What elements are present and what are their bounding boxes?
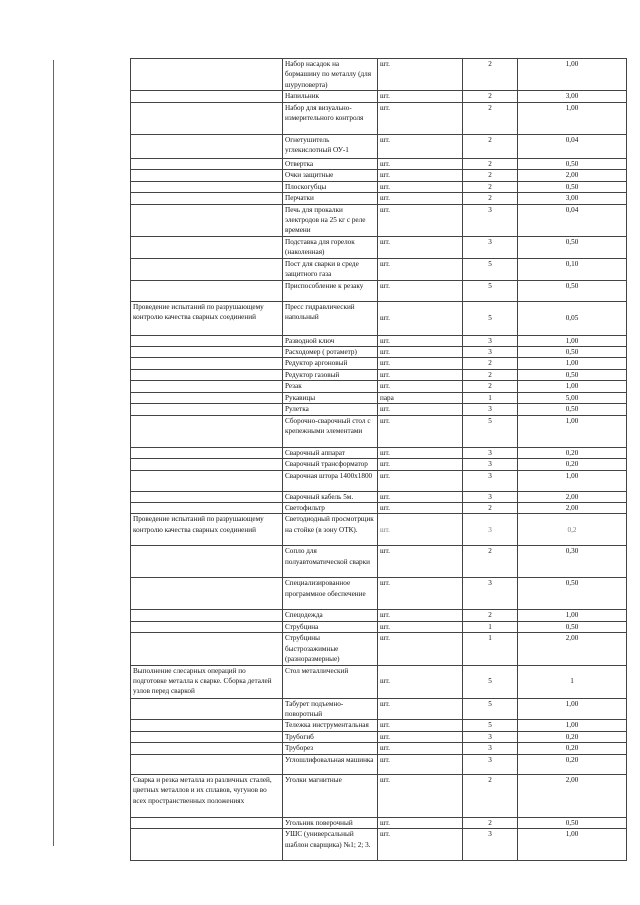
table-row [131,158,627,169]
quantity-cell: 2 [463,369,518,380]
operation-cell [131,698,283,720]
unit-cell: шт. [378,369,463,380]
equipment-name-cell: Табурет подъемно-поворотный [283,698,378,720]
equipment-name-cell: Углошлифовальная машинка [283,754,378,774]
unit-cell: шт. [378,415,463,447]
quantity-cell: 2 [463,546,518,578]
unit-cell: шт. [378,698,463,720]
table-row [131,817,627,828]
equipment-name-cell: Приспособление к резаку [283,280,378,301]
equipment-name-cell: Сварочный трансформатор [283,459,378,470]
operation-cell: Сварка и резка металла из различных сталей, цветных металлов и их сплавов, чугунов во всех пространственных положениях [131,774,283,817]
unit-cell: шт. [378,578,463,610]
operation-cell [131,280,283,301]
table-row [131,170,627,181]
table-row [131,829,627,861]
table-row [131,470,627,491]
equipment-name-cell: Сварочный аппарат [283,447,378,458]
equipment-name-cell: Подставка для горелок (наколенная) [283,236,378,258]
rate-cell: 2,00 [518,170,627,181]
unit-cell: шт. [378,236,463,258]
equipment-name-cell: Труборез [283,743,378,754]
quantity-cell: 3 [463,236,518,258]
table-row [131,404,627,415]
operation-cell [131,236,283,258]
unit-cell: шт. [378,170,463,181]
unit-cell: шт. [378,59,463,91]
equipment-name-cell: Редуктор аргоновый [283,358,378,369]
quantity-cell: 3 [463,335,518,346]
operation-cell [131,491,283,502]
unit-cell: шт. [378,102,463,134]
unit-cell: шт. [378,470,463,491]
quantity-cell: 3 [463,754,518,774]
table-row [131,621,627,632]
rate-cell: 0,30 [518,546,627,578]
equipment-name-cell: Сварочная штора 1400х1800 [283,470,378,491]
table-row [131,514,627,546]
unit-cell: шт. [378,720,463,731]
rate-cell: 3,00 [518,193,627,204]
operation-cell [131,754,283,774]
operation-cell [131,578,283,610]
equipment-name-cell: Набор насадок на бормашину по металлу (для шуруповерта) [283,59,378,91]
rate-cell: 0,04 [518,134,627,158]
quantity-cell: 3 [463,204,518,236]
operation-cell [131,404,283,415]
operation-cell [131,610,283,621]
equipment-name-cell: Сборочно-сварочный стол с крепежными элементами [283,415,378,447]
rate-cell: 5,00 [518,392,627,403]
unit-cell: шт. [378,158,463,169]
unit-cell: шт. [378,301,463,335]
operation-cell [131,158,283,169]
quantity-cell: 2 [463,170,518,181]
operation-cell [131,546,283,578]
equipment-name-cell: Разводной ключ [283,335,378,346]
unit-cell: шт. [378,817,463,828]
unit-cell: шт. [378,829,463,861]
table-row [131,546,627,578]
table-row [131,698,627,720]
rate-cell: 0,2 [518,514,627,546]
unit-cell: шт. [378,621,463,632]
unit-cell: шт. [378,633,463,665]
quantity-cell: 1 [463,633,518,665]
operation-cell [131,91,283,102]
unit-cell: шт. [378,546,463,578]
rate-cell: 0,50 [518,369,627,380]
operation-cell [131,829,283,861]
table-row [131,335,627,346]
equipment-table [130,58,627,861]
rate-cell: 1,00 [518,335,627,346]
rate-cell: 0,50 [518,158,627,169]
table-row [131,358,627,369]
equipment-name-cell: Огнетушитель углекислотный ОУ-1 [283,134,378,158]
unit-cell: шт. [378,514,463,546]
quantity-cell: 5 [463,301,518,335]
rate-cell: 2,00 [518,633,627,665]
table-row [131,280,627,301]
operation-cell [131,335,283,346]
quantity-cell: 2 [463,774,518,817]
table-row [131,502,627,513]
table-row [131,301,627,335]
rate-cell: 0,50 [518,817,627,828]
rate-cell: 0,04 [518,204,627,236]
operation-cell [131,358,283,369]
equipment-name-cell: Специализированное программное обеспечение [283,578,378,610]
unit-cell: шт. [378,258,463,280]
quantity-cell: 2 [463,158,518,169]
unit-cell: шт. [378,204,463,236]
table-row [131,578,627,610]
table-row [131,236,627,258]
operation-cell [131,170,283,181]
quantity-cell: 2 [463,102,518,134]
operation-cell [131,134,283,158]
rate-cell: 2,00 [518,491,627,502]
rate-cell: 0,20 [518,447,627,458]
quantity-cell: 3 [463,731,518,742]
unit-cell: шт. [378,347,463,358]
unit-cell: шт. [378,381,463,392]
table-row [131,347,627,358]
equipment-name-cell: Рукавицы [283,392,378,403]
table-row [131,134,627,158]
table-row [131,193,627,204]
quantity-cell: 3 [463,514,518,546]
operation-cell [131,447,283,458]
table-row [131,774,627,817]
equipment-name-cell: Набор для визуально-измерительного контроля [283,102,378,134]
quantity-cell: 3 [463,491,518,502]
quantity-cell: 3 [463,447,518,458]
table-row [131,491,627,502]
rate-cell: 0,50 [518,347,627,358]
table-row [131,102,627,134]
quantity-cell: 3 [463,347,518,358]
rate-cell: 1,00 [518,829,627,861]
table-row [131,731,627,742]
operation-cell [131,743,283,754]
operation-cell [131,204,283,236]
unit-cell: шт. [378,610,463,621]
equipment-name-cell: Трубогиб [283,731,378,742]
table-row [131,459,627,470]
quantity-cell: 2 [463,358,518,369]
table-row [131,392,627,403]
unit-cell: шт. [378,754,463,774]
unit-cell: шт. [378,743,463,754]
equipment-name-cell: Струбцина [283,621,378,632]
table-row [131,181,627,192]
unit-cell: шт. [378,491,463,502]
page-margin-rule [53,60,54,846]
operation-cell [131,817,283,828]
operation-cell [131,193,283,204]
quantity-cell: 5 [463,415,518,447]
unit-cell: шт. [378,335,463,346]
operation-cell [131,459,283,470]
operation-cell [131,347,283,358]
unit-cell: шт. [378,447,463,458]
rate-cell: 1,00 [518,415,627,447]
rate-cell: 1,00 [518,59,627,91]
rate-cell: 0,20 [518,743,627,754]
operation-cell: Проведение испытаний по разрушающему контролю качества сварных соединений [131,301,283,335]
operation-cell [131,633,283,665]
quantity-cell: 3 [463,578,518,610]
rate-cell: 0,50 [518,236,627,258]
rate-cell: 0,50 [518,280,627,301]
unit-cell: шт. [378,774,463,817]
rate-cell: 0,50 [518,621,627,632]
rate-cell: 0,10 [518,258,627,280]
equipment-name-cell: Отвертка [283,158,378,169]
equipment-name-cell: Сварочный кабель 5м. [283,491,378,502]
quantity-cell: 2 [463,502,518,513]
unit-cell: шт. [378,665,463,698]
table-row [131,633,627,665]
operation-cell [131,102,283,134]
operation-cell [131,181,283,192]
equipment-name-cell: Уголки магнитные [283,774,378,817]
rate-cell: 0,50 [518,404,627,415]
equipment-name-cell: Очки защитные [283,170,378,181]
operation-cell [131,621,283,632]
quantity-cell: 3 [463,470,518,491]
rate-cell: 2,00 [518,774,627,817]
equipment-name-cell: Струбцины быстрозажимные (разноразмерные) [283,633,378,665]
rate-cell: 1,00 [518,358,627,369]
quantity-cell: 2 [463,193,518,204]
quantity-cell: 3 [463,459,518,470]
operation-cell [131,415,283,447]
quantity-cell: 2 [463,817,518,828]
rate-cell: 1,00 [518,698,627,720]
quantity-cell: 2 [463,610,518,621]
equipment-name-cell: Печь для прокалки электродов на 25 кг с реле времени [283,204,378,236]
operation-cell [131,731,283,742]
equipment-name-cell: Редуктор газовый [283,369,378,380]
quantity-cell: 2 [463,381,518,392]
unit-cell: пара [378,392,463,403]
table-row [131,381,627,392]
table-row [131,754,627,774]
quantity-cell: 3 [463,743,518,754]
table-row [131,59,627,91]
unit-cell: шт. [378,181,463,192]
equipment-name-cell: Светофильтр [283,502,378,513]
unit-cell: шт. [378,404,463,415]
rate-cell: 3,00 [518,91,627,102]
operation-cell [131,470,283,491]
table-row [131,91,627,102]
operation-cell [131,502,283,513]
quantity-cell: 1 [463,392,518,403]
operation-cell [131,392,283,403]
equipment-name-cell: Расходомер ( ротаметр) [283,347,378,358]
rate-cell: 0,05 [518,301,627,335]
rate-cell: 0,20 [518,731,627,742]
equipment-name-cell: Спецодежда [283,610,378,621]
equipment-name-cell: Угольник поверочный [283,817,378,828]
equipment-name-cell: Резак [283,381,378,392]
unit-cell: шт. [378,280,463,301]
table-row [131,258,627,280]
unit-cell: шт. [378,358,463,369]
quantity-cell: 2 [463,181,518,192]
operation-cell: Проведение испытаний по разрушающему контролю качества сварных соединений [131,514,283,546]
table-row [131,415,627,447]
table-row [131,720,627,731]
rate-cell: 0,50 [518,578,627,610]
equipment-name-cell: Напильник [283,91,378,102]
equipment-name-cell: Стол металлический [283,665,378,698]
rate-cell: 1,00 [518,470,627,491]
operation-cell: Выполнение слесарных операций по подготовке металла к сварке. Сборка деталей узлов перед сваркой [131,665,283,698]
operation-cell [131,381,283,392]
equipment-name-cell: Светодиодный просмотрщик на стойке (в зону ОТК). [283,514,378,546]
table-row [131,743,627,754]
quantity-cell: 3 [463,829,518,861]
table-row [131,447,627,458]
equipment-name-cell: Перчатки [283,193,378,204]
operation-cell [131,720,283,731]
quantity-cell: 2 [463,91,518,102]
quantity-cell: 1 [463,621,518,632]
quantity-cell: 5 [463,665,518,698]
equipment-name-cell: Пресс гидравлический напольный [283,301,378,335]
rate-cell: 1,00 [518,720,627,731]
unit-cell: шт. [378,731,463,742]
operation-cell [131,258,283,280]
rate-cell: 1 [518,665,627,698]
table-row [131,204,627,236]
equipment-name-cell: УШС (универсальный шаблон сварщика) №1; 2; 3. [283,829,378,861]
table-row [131,610,627,621]
unit-cell: шт. [378,459,463,470]
table-row [131,665,627,698]
unit-cell: шт. [378,193,463,204]
quantity-cell: 5 [463,280,518,301]
equipment-name-cell: Плоскогубцы [283,181,378,192]
rate-cell: 2,00 [518,502,627,513]
unit-cell: шт. [378,502,463,513]
rate-cell: 0,20 [518,459,627,470]
rate-cell: 1,00 [518,381,627,392]
operation-cell [131,369,283,380]
rate-cell: 0,20 [518,754,627,774]
rate-cell: 1,00 [518,610,627,621]
quantity-cell: 3 [463,404,518,415]
operation-cell [131,59,283,91]
unit-cell: шт. [378,91,463,102]
equipment-table-body [131,59,627,861]
equipment-name-cell: Сопло для полуавтоматической сварки [283,546,378,578]
quantity-cell: 2 [463,59,518,91]
quantity-cell: 2 [463,134,518,158]
rate-cell: 0,50 [518,181,627,192]
quantity-cell: 5 [463,698,518,720]
unit-cell: шт. [378,134,463,158]
equipment-name-cell: Пост для сварки в среде защитного газа [283,258,378,280]
equipment-name-cell: Рулетка [283,404,378,415]
quantity-cell: 5 [463,258,518,280]
table-row [131,369,627,380]
rate-cell: 1,00 [518,102,627,134]
equipment-name-cell: Тележка инструментальная [283,720,378,731]
quantity-cell: 5 [463,720,518,731]
